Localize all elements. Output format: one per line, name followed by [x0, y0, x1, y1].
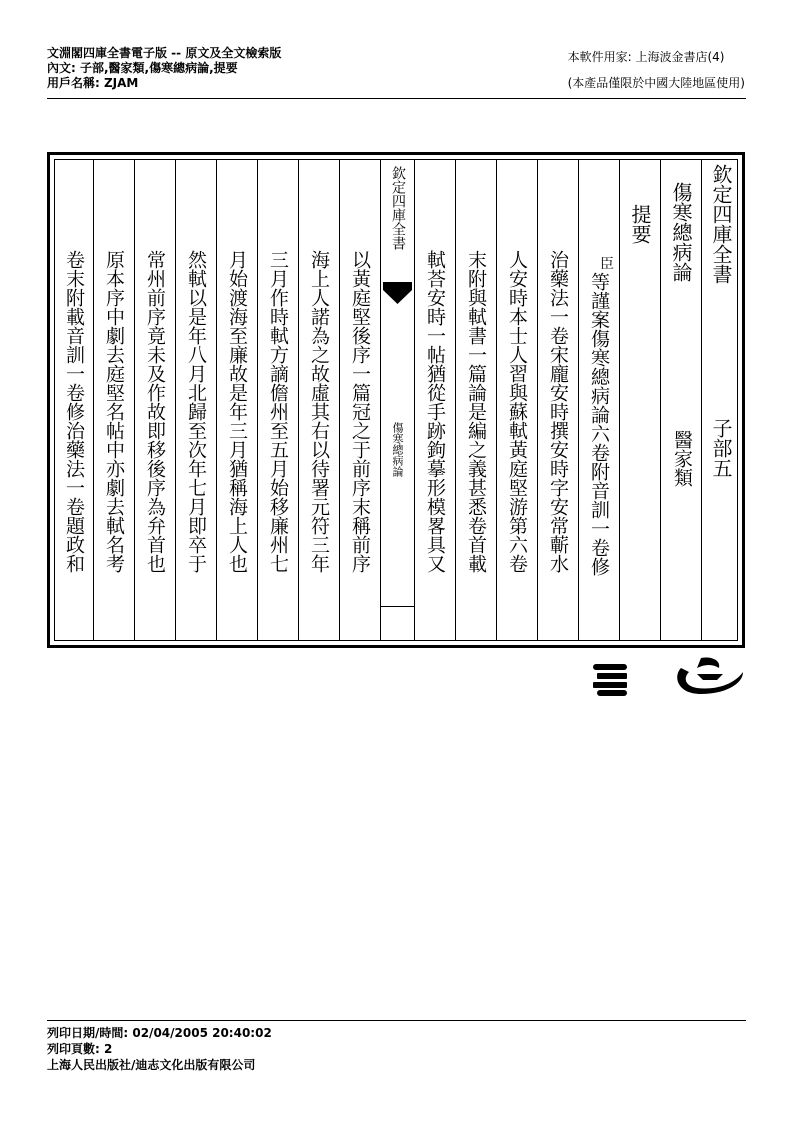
header-left — [47, 46, 281, 91]
collection-title: 欽定四庫全書 — [709, 164, 733, 284]
text-line: 治藥法一卷宋龐安時撰安時字安常蘄水 — [547, 250, 569, 573]
category-label: 醫家類 — [671, 430, 693, 487]
print-datetime: 列印日期/時間: 02/04/2005 20:40:02 — [47, 1026, 272, 1040]
text-line: 卷末附載音訓一卷修治藥法一卷題政和 — [63, 250, 85, 573]
header-edition: 文淵閣四庫全書電子版 -- 原文及全文檢索版 — [47, 46, 282, 60]
section-label: 子部五 — [709, 418, 733, 478]
fold-rule — [381, 606, 414, 607]
fishtail-mark-icon — [383, 282, 412, 304]
title-column — [701, 160, 741, 640]
text-column-11 — [134, 160, 175, 640]
publisher-seal-icon — [593, 654, 743, 702]
header-rule — [47, 98, 746, 99]
text-line: 常州前序竟未及作故即移後序為弁首也 — [144, 250, 166, 573]
text-column-5 — [414, 160, 455, 640]
page-frame — [47, 152, 745, 648]
book-title: 傷寒總病論 — [669, 182, 693, 282]
text-line: 原本序中劇去庭堅名帖中亦劇去軾名考 — [103, 250, 125, 573]
text-column-8 — [257, 160, 298, 640]
text-column-1 — [578, 160, 619, 640]
text-line: 海上人諾為之故虛其右以待署元符三年 — [308, 250, 330, 573]
text-line: 三月作時軾方謫儋州至五月始移廉州七 — [267, 250, 289, 573]
page-inner-frame — [54, 159, 738, 641]
text-line: 人安時本士人習與蘇軾黃庭堅游第六卷 — [506, 250, 528, 573]
header-right — [568, 48, 745, 92]
text-column-6 — [339, 160, 380, 640]
fold-collection-title: 欽定四庫全書 — [390, 166, 406, 250]
header-username: 用戶名稱: ZJAM — [47, 76, 139, 90]
text-column-13 — [55, 160, 93, 640]
text-line: 以黃庭堅後序一篇冠之于前序末稱前序 — [349, 250, 371, 573]
text-column-7 — [298, 160, 339, 640]
tiyao-label: 提要 — [628, 204, 652, 244]
header-region-note: (本產品僅限於中國大陸地區使用) — [567, 76, 745, 90]
text-column-3 — [496, 160, 537, 640]
text-line: 然軾以是年八月北歸至次年七月即卒于 — [185, 250, 207, 573]
header-content-path: 內文: 子部,醫家類,傷寒總病論,提要 — [47, 61, 238, 75]
text-column-4 — [455, 160, 496, 640]
book-column — [660, 160, 701, 640]
tiyao-column — [619, 160, 660, 640]
text-column-10 — [175, 160, 216, 640]
minister-mark: 臣 — [598, 256, 614, 270]
text-line: 月始渡海至廉故是年三月猶稱海上人也 — [226, 250, 248, 573]
print-page-count: 列印頁數: 2 — [47, 1042, 113, 1056]
text-column-9 — [216, 160, 257, 640]
text-line: 等謹案傷寒總病論六卷附音訓一卷修 — [588, 272, 610, 576]
publisher-line: 上海人民出版社/迪志文化出版有限公司 — [47, 1058, 256, 1072]
footer — [47, 1025, 272, 1073]
text-line: 軾荅安時一帖猶從手跡鉤摹形模畧具又 — [424, 250, 446, 573]
center-fold — [380, 160, 414, 640]
header-licensee: 本軟件用家: 上海波金書店(4) — [567, 50, 725, 64]
text-line: 末附與軾書一篇論是編之義甚悉卷首載 — [465, 250, 487, 573]
text-column-12 — [93, 160, 134, 640]
text-column-2 — [537, 160, 578, 640]
fold-book-title: 傷寒總病論 — [391, 422, 404, 477]
footer-rule — [47, 1020, 746, 1021]
